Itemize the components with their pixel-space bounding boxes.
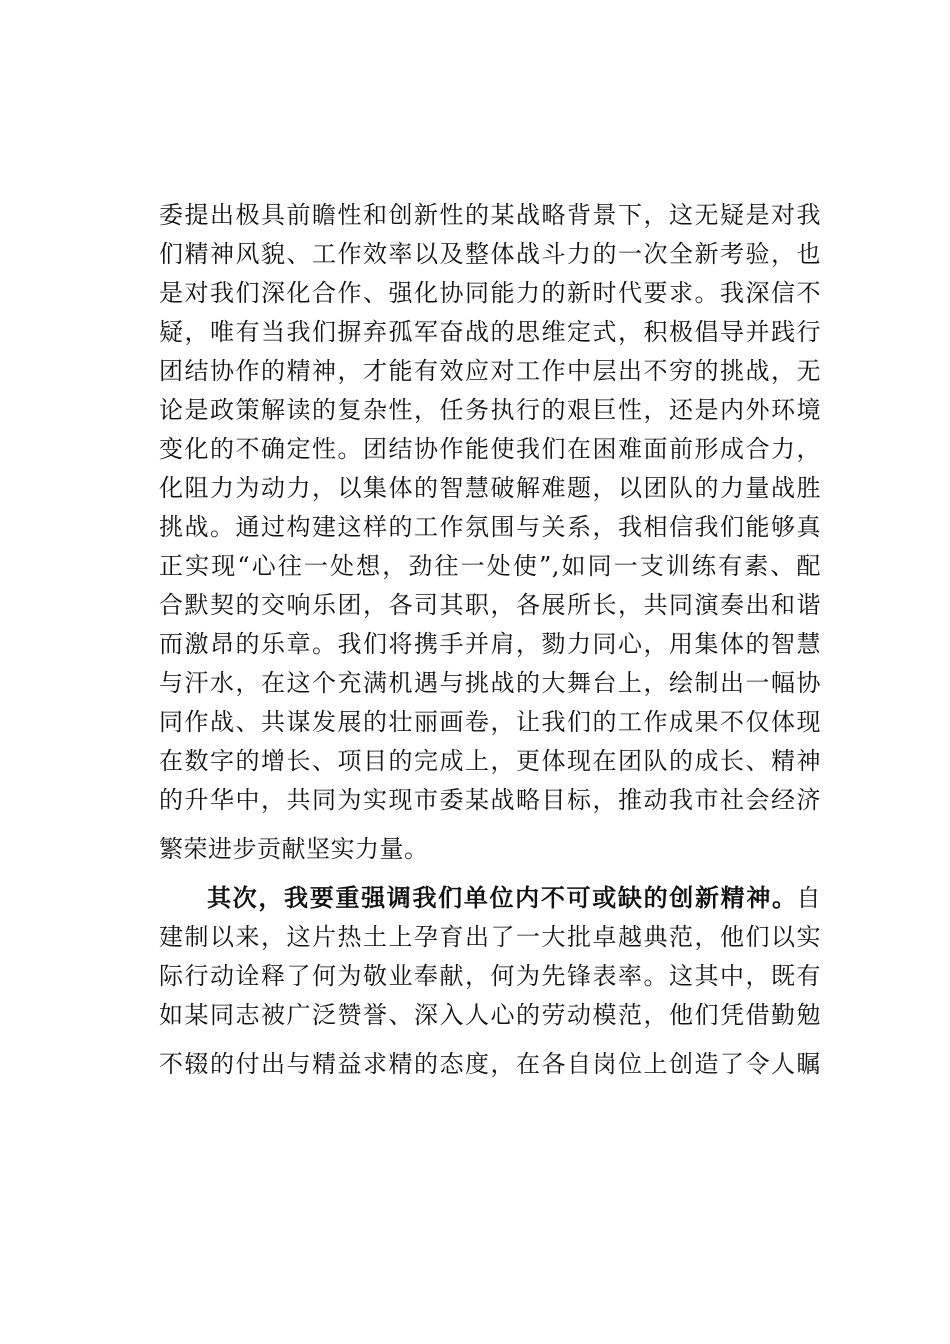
paragraph-2-line-4: 不辍的付出与精益求精的态度，在各自岗位上创造了令人瞩	[159, 1050, 821, 1078]
paragraph-1-line-15: 在数字的增长、项目的完成上，更体现在团队的成长、精神	[159, 747, 821, 775]
paragraph-1-line-5: 团结协作的精神，才能有效应对工作中层出不穷的挑战，无	[159, 357, 821, 385]
paragraph-1-line-1: 委提出极具前瞻性和创新性的某战略背景下，这无疑是对我	[159, 201, 821, 229]
paragraph-1-line-17: 繁荣进步贡献坚实力量。	[159, 835, 429, 863]
paragraph-1-line-13: 与汗水，在这个充满机遇与挑战的大舞台上，绘制出一幅协	[159, 669, 821, 697]
paragraph-1-line-2: 们精神风貌、工作效率以及整体战斗力的一次全新考验，也	[159, 240, 821, 268]
paragraph-1-line-16: 的升华中，共同为实现市委某战略目标，推动我市社会经济	[159, 786, 821, 814]
paragraph-2-heading: 其次，我要重强调我们单位内不可或缺的创新精神。	[207, 883, 797, 912]
paragraph-1-line-3: 是对我们深化合作、强化协同能力的新时代要求。我深信不	[159, 279, 821, 307]
paragraph-2-line-2: 际行动诠释了何为敬业奉献，何为先锋表率。这其中，既有	[159, 962, 821, 990]
paragraph-1-line-8: 化阻力为动力，以集体的智慧破解难题，以团队的力量战胜	[159, 474, 821, 502]
paragraph-1-line-12: 而激昂的乐章。我们将携手并肩，勠力同心，用集体的智慧	[159, 630, 821, 658]
paragraph-1-line-4: 疑，唯有当我们摒弃孤军奋战的思维定式，积极倡导并践行	[159, 318, 821, 346]
paragraph-2-heading-tail: 自	[796, 884, 821, 912]
paragraph-1-line-6: 论是政策解读的复杂性，任务执行的艰巨性，还是内外环境	[159, 396, 821, 424]
paragraph-1-line-11: 合默契的交响乐团，各司其职，各展所长，共同演奏出和谐	[159, 591, 821, 619]
paragraph-1-line-9: 挑战。通过构建这样的工作氛围与关系，我相信我们能够真	[159, 513, 821, 541]
paragraph-2-line-1: 建制以来，这片热土上孕育出了一大批卓越典范，他们以实	[159, 923, 821, 951]
paragraph-2-heading-line	[207, 880, 821, 916]
paragraph-2-line-3: 如某同志被广泛赞誉、深入人心的劳动模范，他们凭借勤勉	[159, 1001, 821, 1029]
paragraph-1-line-14: 同作战、共谋发展的壮丽画卷，让我们的工作成果不仅体现	[159, 708, 821, 736]
paragraph-1-line-10: 正实现“心往一处想，劲往一处使”,如同一支训练有素、配	[159, 552, 821, 580]
paragraph-1-line-7: 变化的不确定性。团结协作能使我们在困难面前形成合力，	[159, 435, 821, 463]
